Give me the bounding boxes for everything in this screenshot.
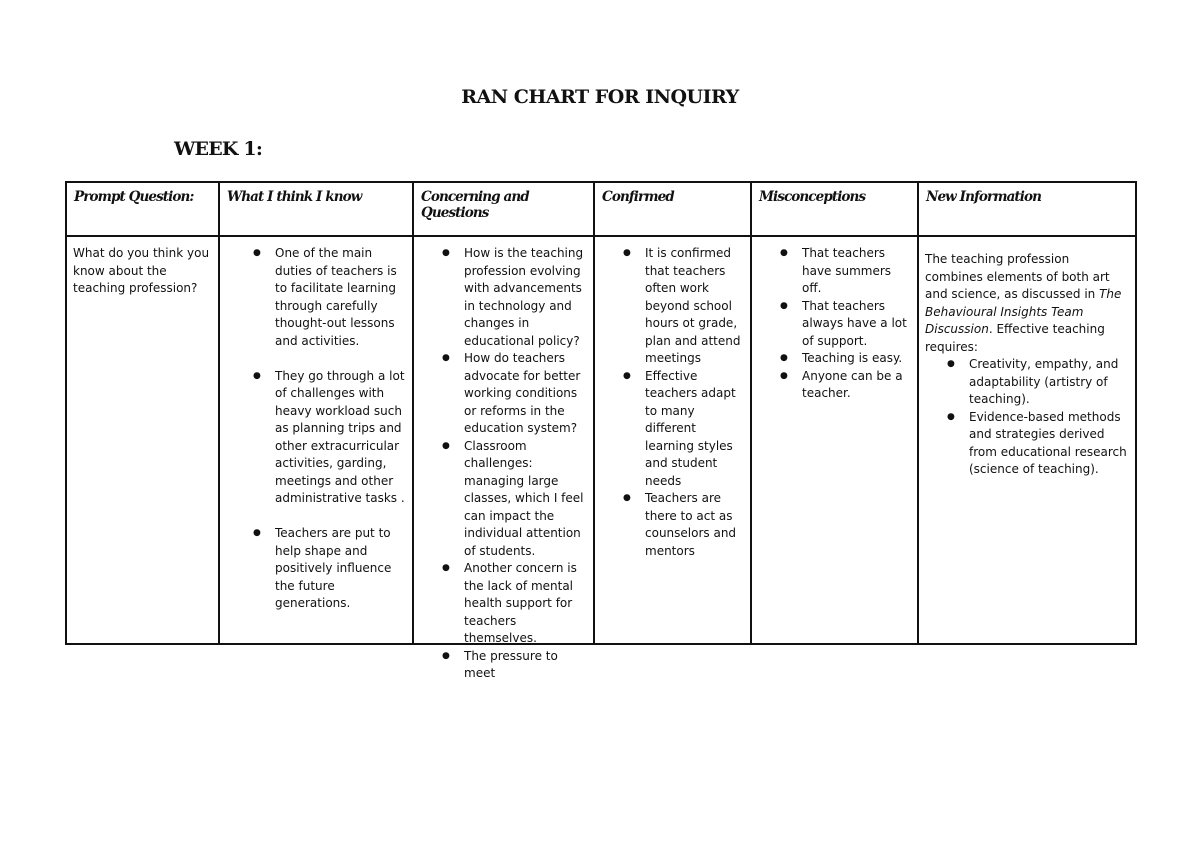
bullet-icon: ● <box>442 353 450 363</box>
list-item: ● One of the main duties of teachers is to facilitate learning through carefully thought-out lessons and activities. <box>253 246 397 348</box>
concerns-clip <box>420 245 587 680</box>
misconceptions-list <box>758 245 911 403</box>
list-item: ● That teachers always have a lot of support. <box>780 298 907 348</box>
bullet-icon: ● <box>780 370 788 381</box>
week-label: WEEK 1: <box>174 138 263 160</box>
bullet-icon: ● <box>780 353 788 363</box>
list-item: ● Teaching is easy. <box>802 350 911 368</box>
header-new-information: New Information <box>918 182 1136 236</box>
cell-misconceptions <box>751 236 918 644</box>
cell-what-i-think-i-know <box>219 236 413 644</box>
list-item: ● Evidence-based methods and strategies derived from educational research (science of teaching). <box>947 409 1127 476</box>
cell-prompt-question <box>66 236 219 644</box>
bullet-icon: ● <box>253 370 261 381</box>
concerns-list <box>420 245 587 683</box>
cell-new-information <box>918 236 1136 644</box>
new-info-source: The Behavioural Insights Team Discussion <box>925 287 1122 336</box>
bullet-icon: ● <box>947 359 955 369</box>
bullet-icon: ● <box>780 300 788 311</box>
bullet-icon: ● <box>253 528 261 538</box>
header-misconceptions: Misconceptions <box>751 182 918 236</box>
list-item: ● Another concern is the lack of mental health support for teachers themselves. <box>442 561 577 645</box>
confirmed-list <box>601 245 744 560</box>
bullet-icon: ● <box>623 370 631 381</box>
page-title: RAN CHART FOR INQUIRY <box>461 86 739 108</box>
bullet-icon: ● <box>623 493 631 503</box>
list-item: ● How do teachers advocate for better working conditions or reforms in the education system? <box>442 351 581 435</box>
bullet-icon: ● <box>780 248 788 258</box>
cell-concerning-and-questions <box>413 236 594 680</box>
list-item: ● Teachers are put to help shape and positively influence the future generations. <box>253 526 392 610</box>
ran-chart-table <box>65 181 1137 680</box>
list-item: ● It is confirmed that teachers often work beyond school hours ot grade, plan and attend meetings <box>623 246 741 365</box>
list-item: ● How is the teaching profession evolving with advancements in technology and changes in educational policy? <box>442 246 584 348</box>
list-item: ● Creativity, empathy, and adaptability (artistry of teaching). <box>947 357 1119 406</box>
cell-confirmed <box>594 236 751 644</box>
list-item: ● The pressure to meet <box>442 648 558 680</box>
header-row <box>66 182 1136 236</box>
new-info-intro: The teaching profession combines elements of both art and science, as discussed in The Behavioural Insights Team Discussion. Effective teaching requires: <box>925 252 1122 354</box>
bullet-icon: ● <box>442 650 450 661</box>
bullet-icon: ● <box>253 248 261 258</box>
list-item: ● That teachers have summers off. <box>780 246 892 295</box>
header-what-i-think-i-know: What I think I know <box>219 182 413 236</box>
list-item: ● They go through a lot of challenges with heavy workload such as planning trips and other extracurricular activities, garding, meetings and other administrative tasks . <box>253 368 405 505</box>
content-row <box>66 236 1136 644</box>
header-confirmed: Confirmed <box>594 182 751 236</box>
list-item: ● Classroom challenges: managing large classes, which I feel can impact the individual attention of students. <box>442 438 584 558</box>
bullet-icon: ● <box>442 248 450 258</box>
prompt-question-text: What do you think you know about the teaching profession? <box>73 246 210 295</box>
list-item: ● Effective teachers adapt to many different learning styles and student needs <box>623 368 736 488</box>
new-info-list <box>925 356 1129 479</box>
list-item: ● Anyone can be a teacher. <box>780 368 903 400</box>
bullet-icon: ● <box>442 440 450 451</box>
bullet-icon: ● <box>947 411 955 422</box>
header-prompt-question: Prompt Question: <box>66 182 219 236</box>
header-concerning-and-questions: Concerning and Questions <box>413 182 594 236</box>
think-i-know-list <box>226 245 406 613</box>
bullet-icon: ● <box>623 248 631 258</box>
bullet-icon: ● <box>442 563 450 573</box>
list-item: ● Teachers are there to act as counselors and mentors <box>623 491 737 558</box>
